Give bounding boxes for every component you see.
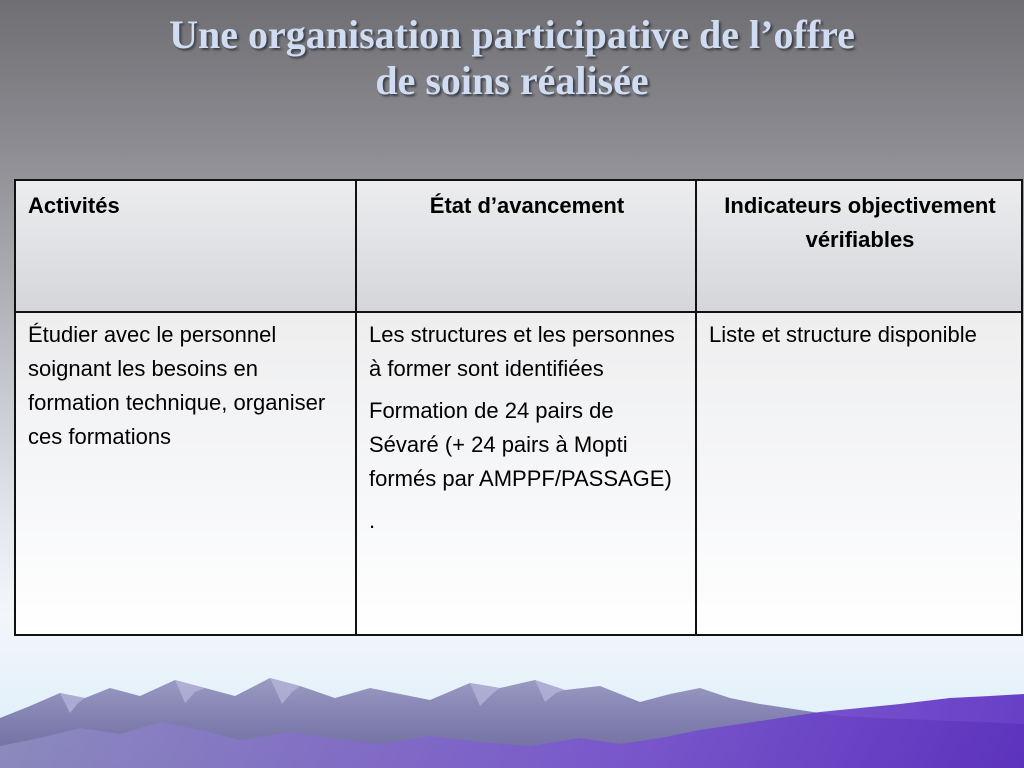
- header-activites: Activités: [15, 180, 356, 312]
- table-row: [15, 312, 1022, 635]
- progress-table-container: [14, 179, 1021, 636]
- slide-title-line-1: Une organisation participative de l’offre: [169, 12, 855, 57]
- cell-etat-avancement: [356, 312, 696, 635]
- slide-title-line-2: de soins réalisée: [375, 58, 649, 103]
- cell-indicateurs: [696, 312, 1022, 635]
- cell-etat-paragraph-3: .: [369, 508, 376, 533]
- cell-indicateurs-text: Liste et structure disponible: [709, 322, 977, 347]
- progress-table: [14, 179, 1023, 636]
- mountains-decoration: [0, 658, 1024, 768]
- cell-activites-text: Étudier avec le personnel soignant les besoins en formation technique, organiser ces formations: [28, 322, 326, 449]
- cell-etat-paragraph-1: Les structures et les personnes à former sont identifiées: [369, 322, 675, 381]
- header-indicateurs: Indicateurs objectivement vérifiables: [696, 180, 1022, 312]
- cell-activites: [15, 312, 356, 635]
- cell-etat-paragraph-2: Formation de 24 pairs de Sévaré (+ 24 pairs à Mopti formés par AMPPF/PASSAGE): [369, 398, 672, 491]
- table-header-row: [15, 180, 1022, 312]
- slide-title: [0, 12, 1024, 104]
- header-etat-avancement: État d’avancement: [356, 180, 696, 312]
